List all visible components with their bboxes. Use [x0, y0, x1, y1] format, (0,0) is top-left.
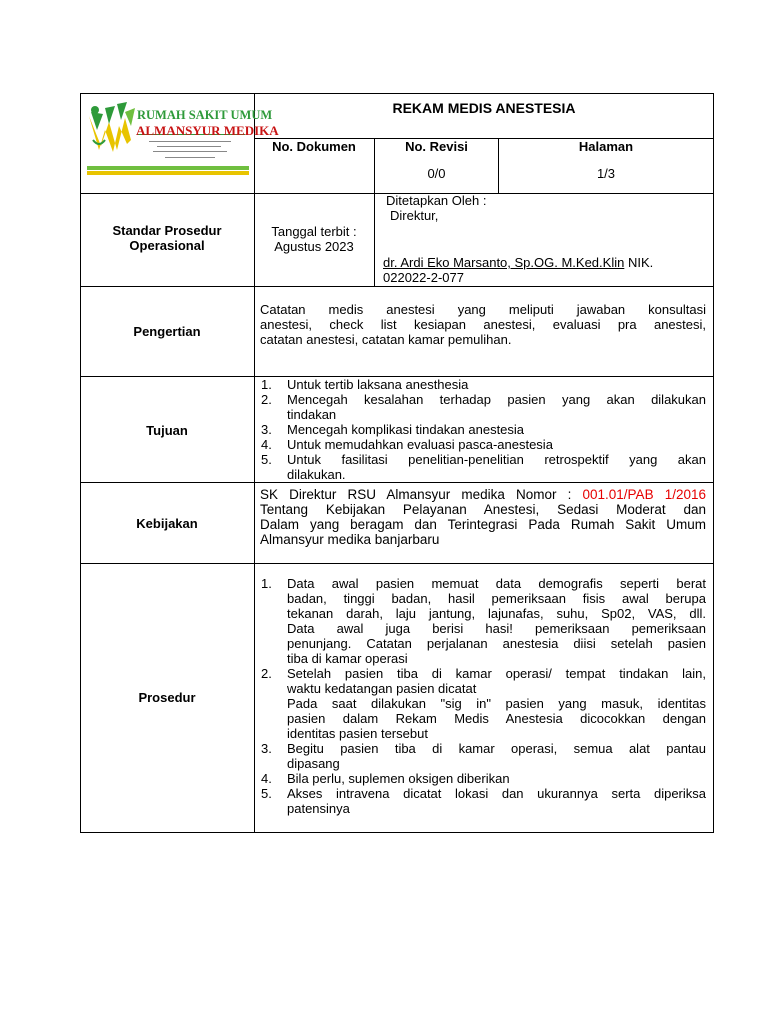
table-rule: [80, 482, 714, 483]
list-number: 1.: [261, 576, 272, 591]
list-text: Akses intravena dicatat lokasi dan ukurannya serta diperiksa: [287, 786, 706, 801]
table-divider: [374, 138, 375, 287]
logo-text-line2: ALMANSYUR MEDIKA: [136, 123, 279, 138]
list-text: Mencegah kesalahan terhadap pasien yang akan dilakukan: [287, 392, 706, 407]
page-label: Halaman: [578, 139, 634, 154]
list-text: Bila perlu, suplemen oksigen diberikan: [287, 771, 510, 786]
decree-text: SK Direktur RSU Almansyur medika Nomor :: [260, 487, 583, 502]
prosedur-label: Prosedur: [138, 690, 196, 705]
list-number: 4.: [261, 771, 272, 786]
kebijakan-line: Tentang Kebijakan Pelayanan Anestesi, Sedasi Moderat dan: [260, 502, 706, 517]
logo-leaves-icon: [89, 102, 135, 152]
list-text: Data awal pasien memuat data demografis seperti berat: [287, 576, 706, 591]
kebijakan-line: Dalam yang beragam dan Terintegrasi Pada Rumah Sakit Umum: [260, 517, 706, 532]
signer-line: [383, 255, 653, 270]
table-border-left: [80, 93, 81, 833]
list-number: 4.: [261, 437, 272, 452]
nik-label: NIK.: [627, 255, 654, 270]
sop-label: [80, 223, 254, 253]
list-text: Untuk memudahkan evaluasi pasca-anestesia: [287, 437, 553, 452]
list-text: Pada saat dilakukan "sig in" pasien yang masuk, identitas: [287, 696, 706, 711]
hospital-logo: [87, 100, 279, 178]
list-text: patensinya: [287, 801, 350, 816]
table-rule: [80, 286, 714, 287]
pengertian-line: Catatan medis anestesi yang meliputi jawaban konsultasi: [260, 302, 706, 317]
prosedur-list: [261, 576, 706, 816]
list-text: tiba di kamar operasi: [287, 651, 408, 666]
logo-bar-green: [87, 166, 249, 170]
list-item: [261, 452, 706, 482]
list-number: 1.: [261, 377, 272, 392]
list-number: 2.: [261, 392, 272, 407]
tujuan-list: [261, 377, 706, 482]
pengertian-line: catatan anestesi, catatan kamar pemulihan.: [260, 332, 512, 347]
list-text: dilakukan.: [287, 467, 346, 482]
list-text: badan, tinggi badan, hasil pemeriksaan fisis awal berupa: [287, 591, 706, 606]
logo-text-line1: RUMAH SAKIT UMUM: [137, 108, 273, 122]
issue-date-label: Tanggal terbit :: [271, 224, 357, 239]
list-item: [261, 377, 706, 392]
pengertian-line: anestesi, check list kesiapan anestesi, evaluasi pra anestesi,: [260, 317, 706, 332]
list-text: penunjang. Catatan perjalanan anestesia diisi setelah pasien: [287, 636, 706, 651]
decree-number: 001.01/PAB 1/2016: [582, 487, 706, 502]
kebijakan-text: [260, 487, 706, 547]
sop-label-line2: Operasional: [129, 238, 205, 253]
list-item: [261, 437, 706, 452]
doc-number-label: No. Dokumen: [272, 139, 356, 154]
list-item: [261, 576, 706, 666]
signer-name: dr. Ardi Eko Marsanto, Sp.OG. M.Ked.Klin: [383, 255, 625, 270]
pengertian-label: Pengertian: [133, 324, 201, 339]
set-by-label: Ditetapkan Oleh :: [386, 193, 487, 208]
list-number: 3.: [261, 422, 272, 437]
kebijakan-line: [260, 487, 706, 502]
list-text: Setelah pasien tiba di kamar operasi/ tempat tindakan lain,: [287, 666, 706, 681]
logo-bar-yellow: [87, 171, 249, 175]
list-text: Data awal juga berisi hasi! pemeriksaan pemeriksaan: [287, 621, 706, 636]
list-number: 5.: [261, 452, 272, 467]
kebijakan-label: Kebijakan: [136, 516, 198, 531]
list-text: Mencegah komplikasi tindakan anestesia: [287, 422, 525, 437]
sop-label-line1: Standar Prosedur: [112, 223, 222, 238]
table-border-top: [80, 93, 714, 94]
list-item: [261, 666, 706, 741]
list-text: Untuk tertib laksana anesthesia: [287, 377, 469, 392]
list-text: pasien dalam Rekam Medis Anestesia dicocokkan dengan: [287, 711, 706, 726]
list-text: dipasang: [287, 756, 340, 771]
table-divider: [254, 93, 255, 833]
list-number: 5.: [261, 786, 272, 801]
list-text: Untuk fasilitasi penelitian-penelitian retrospektif yang akan: [287, 452, 706, 467]
list-item: [261, 422, 706, 437]
list-text: tindakan: [287, 407, 337, 422]
revision-label: No. Revisi: [405, 139, 468, 154]
pengertian-text: [260, 302, 706, 347]
nik-value: 022022-2-077: [383, 270, 464, 285]
list-item: [261, 741, 706, 771]
tujuan-label: Tujuan: [146, 423, 188, 438]
issue-date-value: Agustus 2023: [274, 239, 354, 254]
document-title: REKAM MEDIS ANESTESIA: [392, 100, 576, 116]
table-border-right: [713, 93, 714, 833]
list-number: 3.: [261, 741, 272, 756]
table-border-bottom: [80, 832, 714, 833]
list-text: waktu kedatangan pasien dicatat: [287, 681, 477, 696]
list-item: [261, 392, 706, 422]
table-rule: [80, 563, 714, 564]
list-text: Begitu pasien tiba di kamar operasi, semua alat pantau: [287, 741, 706, 756]
list-item: [261, 786, 706, 816]
kebijakan-line: Almansyur medika banjarbaru: [260, 532, 440, 547]
list-text: identitas pasien tersebut: [287, 726, 428, 741]
issue-date: [254, 224, 374, 254]
list-number: 2.: [261, 666, 272, 681]
list-text: tekanan darah, laju jantung, lajunafas, suhu, Sp02, VAS, dll.: [287, 606, 706, 621]
revision-value: 0/0: [427, 166, 446, 181]
director-label: Direktur,: [390, 208, 439, 223]
page-value: 1/3: [596, 166, 616, 181]
list-item: [261, 771, 706, 786]
